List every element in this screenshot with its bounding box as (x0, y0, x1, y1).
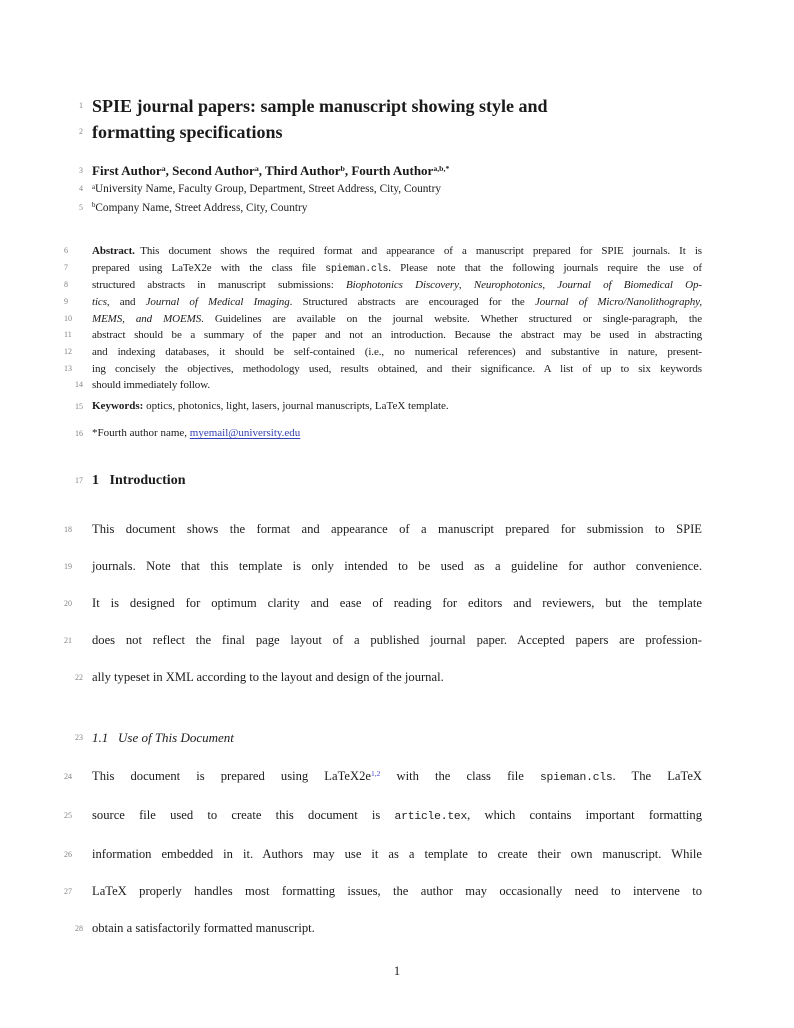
text-line (64, 277, 702, 294)
text-segment: tics (92, 295, 107, 308)
line-number: 6 (64, 246, 68, 255)
text-segment: 1 Introduction (92, 472, 186, 488)
text-line (79, 119, 702, 145)
text-segment: source file used to create this document is (92, 807, 395, 822)
text-segment: b (92, 202, 96, 210)
manuscript-content (64, 93, 703, 979)
line-number: 3 (79, 166, 83, 175)
line-number: 17 (75, 475, 83, 485)
text-segment: . Structured abstracts are encouraged for the (289, 295, 535, 308)
line-number: 5 (79, 202, 83, 212)
text-segment: does not reflect the final page layout of a published journal paper. Accepted papers are profession- (92, 632, 702, 647)
abstract (64, 243, 702, 394)
text-segment: and indexing databases, it should be self-contained (i.e., no numerical references) and substantive in nature, present- (92, 345, 702, 358)
line-number: 26 (64, 849, 72, 859)
text-line (75, 377, 702, 394)
text-line (79, 199, 702, 218)
line-number: 15 (75, 401, 83, 411)
line-number: 28 (75, 923, 83, 933)
line-number: 9 (64, 296, 68, 306)
text-segment: structured abstracts in manuscript submissions: (92, 279, 347, 292)
text-segment: with the class file (380, 768, 540, 783)
email-link[interactable]: myemail@university.edu (189, 426, 301, 439)
text-line (64, 311, 702, 328)
text-segment: , (458, 279, 474, 292)
text-line (64, 260, 702, 278)
text-segment: It is designed for optimum clarity and ease of reading for editors and reviewers, but the template (92, 595, 702, 610)
text-segment: , Second Author (165, 163, 255, 178)
text-segment: First Author (92, 163, 162, 178)
text-segment: 1.1 Use of This Document (92, 729, 234, 745)
subsection-heading-use-of-this-document (75, 728, 702, 747)
text-segment: spieman.cls (539, 771, 613, 784)
line-number: 23 (75, 732, 83, 742)
text-segment: , Third Author (258, 163, 341, 178)
text-segment: SPIE journal papers: sample manuscript showing style and (92, 96, 548, 116)
text-segment: . Guidelines are available on the journal website. Whether structured or single-paragraph, the (201, 312, 702, 325)
text-line (64, 243, 702, 260)
text-segment: b (340, 164, 345, 174)
text-segment: abstract should be a summary of the paper and not an introduction. Because the abstract may be used in abstracting (92, 329, 702, 342)
text-line (64, 836, 702, 873)
text-line (75, 471, 702, 491)
line-number: 18 (64, 524, 72, 534)
text-segment: Journal of Micro/Nanolithography, (534, 295, 702, 308)
line-number: 22 (75, 672, 83, 682)
text-line (64, 622, 702, 659)
corresponding-author-line (75, 425, 702, 442)
text-segment: , which contains important formatting (467, 807, 702, 822)
text-segment: article.tex (394, 810, 468, 823)
line-number: 27 (64, 886, 72, 896)
line-number: 8 (64, 280, 68, 290)
text-segment: a (161, 164, 166, 174)
text-line (79, 180, 702, 199)
use-of-document-paragraph (64, 758, 703, 947)
text-segment: , and (106, 295, 146, 308)
text-segment: ing concisely the objectives, methodology used, results obtained, and their significance. A list of up to six keywords (92, 362, 702, 375)
text-line (64, 344, 702, 361)
text-line (64, 361, 702, 378)
line-number: 11 (64, 330, 72, 340)
text-segment: a (254, 164, 259, 174)
affiliations (79, 180, 702, 217)
text-segment: , (542, 279, 558, 292)
text-line (75, 425, 702, 442)
text-line (75, 398, 702, 415)
text-line (64, 585, 702, 622)
line-number: 13 (64, 363, 72, 373)
line-number: 19 (64, 561, 72, 571)
citation-link[interactable]: 1,2 (370, 769, 381, 779)
text-segment: This document shows the required format and appearance of a manuscript prepared for SPIE journals. It is (134, 245, 702, 257)
introduction-paragraph (64, 511, 702, 696)
text-segment: MEMS, and MOEMS (92, 312, 202, 325)
text-line (75, 659, 702, 696)
text-segment: Biophotonics Discovery (346, 279, 459, 292)
text-segment: . The LaTeX (612, 768, 703, 783)
text-line (79, 93, 702, 119)
text-line (64, 797, 702, 836)
text-line (64, 327, 702, 344)
text-segment: This document shows the format and appearance of a manuscript prepared for submission to SPIE (92, 521, 702, 536)
page-footer (92, 963, 702, 979)
text-line (75, 728, 702, 747)
text-segment: Journal of Medical Imaging (145, 295, 290, 308)
line-number: 21 (64, 635, 72, 645)
text-segment: Keywords: (92, 399, 144, 412)
text-segment: . Please note that the following journals require the use of (388, 261, 702, 274)
text-line (64, 758, 703, 797)
text-segment: a,b,* (433, 164, 450, 174)
text-line (64, 548, 702, 585)
text-segment: Abstract. (92, 245, 135, 257)
author-line (79, 161, 702, 180)
text-segment: Journal of Biomedical Op- (557, 279, 702, 292)
text-segment: should immediately follow. (92, 379, 210, 392)
line-number: 14 (75, 380, 83, 390)
text-segment: *Fourth author name, (92, 426, 190, 439)
text-segment: ally typeset in XML according to the layout and design of the journal. (92, 669, 444, 684)
keywords-line (75, 398, 702, 415)
text-segment: prepared using LaTeX2e with the class file (92, 261, 326, 274)
text-line (75, 910, 702, 947)
line-number: 10 (64, 313, 72, 323)
text-segment: journals. Note that this template is only intended to be used as a guideline for author convenience. (92, 558, 702, 573)
text-segment: University Name, Faculty Group, Department, Street Address, City, Country (95, 183, 441, 195)
line-number: 2 (79, 127, 83, 136)
text-segment: a (92, 183, 96, 191)
line-number: 25 (64, 810, 72, 820)
text-segment: obtain a satisfactorily formatted manuscript. (92, 920, 315, 935)
text-segment: optics, photonics, light, lasers, journal manuscripts, LaTeX template. (143, 399, 449, 412)
text-segment: formatting specifications (92, 122, 283, 142)
text-line (64, 511, 702, 548)
line-number: 7 (64, 262, 68, 272)
line-number: 24 (64, 771, 72, 781)
page-number: 1 (393, 963, 401, 978)
text-segment: Neurophotonics (473, 279, 543, 292)
section-heading-introduction (75, 471, 702, 491)
text-segment: spieman.cls (325, 262, 389, 274)
text-segment: LaTeX properly handles most formatting issues, the author may occasionally need to intervene to (92, 883, 702, 898)
text-segment: This document is prepared using LaTeX2e (92, 768, 371, 783)
line-number: 1 (79, 101, 83, 110)
line-number: 20 (64, 598, 72, 608)
text-segment: information embedded in it. Authors may use it as a template to create their own manuscript. While (92, 846, 702, 861)
text-line (64, 294, 702, 311)
paper-title (79, 93, 702, 145)
line-number: 4 (79, 184, 83, 193)
line-number: 12 (64, 346, 72, 356)
text-line (64, 873, 702, 910)
text-line (79, 161, 702, 180)
line-number: 16 (75, 428, 83, 438)
text-segment: , Fourth Author (344, 163, 434, 178)
text-segment: Company Name, Street Address, City, Country (95, 201, 308, 214)
